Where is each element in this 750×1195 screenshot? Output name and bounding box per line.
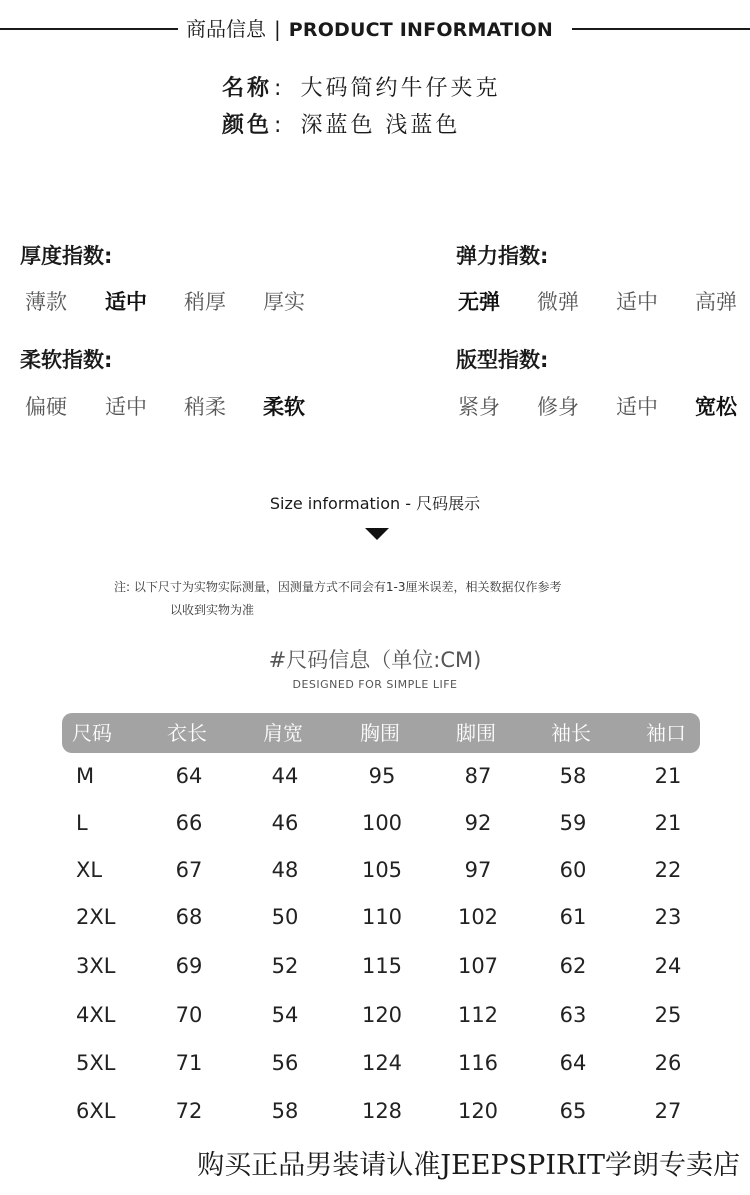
table-cell: 110: [361, 905, 403, 929]
table-cell: 54: [271, 1003, 299, 1027]
size-table-title: #尺码信息（单位:CM): [268, 648, 482, 672]
header-rule-left: [0, 28, 178, 30]
size-label-cell: M: [76, 764, 95, 788]
thickness-title: 厚度指数:: [20, 244, 113, 268]
thickness-option: 稍厚: [184, 290, 226, 314]
table-cell: 107: [457, 954, 499, 978]
table-cell: 67: [175, 858, 203, 882]
table-cell: 97: [464, 858, 492, 882]
table-cell: 100: [361, 811, 403, 835]
table-cell: 120: [361, 1003, 403, 1027]
size-label-cell: 2XL: [76, 905, 116, 929]
table-header-cell: 肩宽: [263, 721, 303, 745]
table-cell: 116: [457, 1051, 499, 1075]
softness-option: 适中: [105, 395, 147, 419]
table-cell: 46: [271, 811, 299, 835]
table-cell: 66: [175, 811, 203, 835]
fit-option: 紧身: [458, 395, 500, 419]
table-cell: 24: [654, 954, 682, 978]
table-cell: 26: [654, 1051, 682, 1075]
table-cell: 62: [559, 954, 587, 978]
size-label-cell: 3XL: [76, 954, 116, 978]
table-cell: 95: [368, 764, 396, 788]
section-header: [186, 14, 566, 45]
product-name-row: [222, 74, 500, 104]
table-cell: 69: [175, 954, 203, 978]
size-label-cell: 4XL: [76, 1003, 116, 1027]
elasticity-option: 无弹: [458, 290, 500, 314]
colon: :: [274, 76, 285, 101]
table-cell: 58: [271, 1099, 299, 1123]
elasticity-option: 适中: [616, 290, 658, 314]
table-header-cell: 尺码: [72, 721, 112, 745]
thickness-option: 厚实: [263, 290, 305, 314]
table-cell: 105: [361, 858, 403, 882]
table-header-cell: 衣长: [167, 721, 207, 745]
table-cell: 64: [175, 764, 203, 788]
table-cell: 60: [559, 858, 587, 882]
thickness-option: 薄款: [25, 290, 67, 314]
table-cell: 44: [271, 764, 299, 788]
table-cell: 68: [175, 905, 203, 929]
table-cell: 71: [175, 1051, 203, 1075]
softness-option: 柔软: [263, 395, 305, 419]
softness-option: 稍柔: [184, 395, 226, 419]
product-color-label: 颜色: [222, 113, 273, 138]
table-cell: 72: [175, 1099, 203, 1123]
table-cell: 120: [457, 1099, 499, 1123]
softness-title: 柔软指数:: [20, 348, 113, 372]
table-cell: 21: [654, 811, 682, 835]
table-header-cell: 脚围: [456, 721, 496, 745]
size-info-title: Size information - 尺码展示: [269, 494, 481, 513]
measurement-note-cont: 以收到实物为准: [170, 603, 255, 617]
table-cell: 115: [361, 954, 403, 978]
store-footer: 购买正品男装请认准JEEPSPIRIT学朗专卖店: [197, 1150, 740, 1181]
softness-option: 偏硬: [25, 395, 67, 419]
table-cell: 102: [457, 905, 499, 929]
table-cell: 52: [271, 954, 299, 978]
table-cell: 23: [654, 905, 682, 929]
product-name-label: 名称: [222, 76, 273, 101]
size-label-cell: 6XL: [76, 1099, 116, 1123]
table-cell: 50: [271, 905, 299, 929]
size-label-cell: L: [76, 811, 88, 835]
fit-option: 宽松: [695, 395, 737, 419]
table-header-cell: 胸围: [360, 721, 400, 745]
elasticity-option: 微弹: [537, 290, 579, 314]
table-header-cell: 袖口: [646, 721, 686, 745]
header-separator: |: [274, 17, 281, 41]
elasticity-option: 高弹: [695, 290, 737, 314]
header-title-en: PRODUCT INFORMATION: [288, 19, 553, 41]
table-cell: 112: [457, 1003, 499, 1027]
colon: :: [274, 113, 285, 138]
thickness-option: 适中: [105, 290, 147, 314]
measurement-note: 注: 以下尺寸为实物实际测量，因测量方式不同会有1-3厘米误差，相关数据仅作参考: [114, 580, 562, 594]
fit-title: 版型指数:: [456, 348, 549, 372]
table-cell: 92: [464, 811, 492, 835]
product-color-value: 深蓝色 浅蓝色: [300, 113, 461, 138]
table-cell: 21: [654, 764, 682, 788]
table-cell: 59: [559, 811, 587, 835]
table-cell: 61: [559, 905, 587, 929]
product-color-row: [222, 111, 460, 141]
product-name-value: 大码简约牛仔夹克: [300, 76, 501, 101]
table-cell: 128: [361, 1099, 403, 1123]
table-cell: 63: [559, 1003, 587, 1027]
fit-option: 适中: [616, 395, 658, 419]
header-rule-right: [572, 28, 750, 30]
down-triangle-icon: [365, 528, 389, 540]
size-label-cell: 5XL: [76, 1051, 116, 1075]
table-cell: 27: [654, 1099, 682, 1123]
table-cell: 65: [559, 1099, 587, 1123]
table-cell: 22: [654, 858, 682, 882]
table-cell: 58: [559, 764, 587, 788]
fit-option: 修身: [537, 395, 579, 419]
table-cell: 87: [464, 764, 492, 788]
table-cell: 124: [361, 1051, 403, 1075]
header-title-zh: 商品信息: [186, 17, 266, 41]
elasticity-title: 弹力指数:: [456, 244, 549, 268]
size-table-subtitle: DESIGNED FOR SIMPLE LIFE: [292, 678, 458, 691]
table-header-cell: 袖长: [551, 721, 591, 745]
size-label-cell: XL: [76, 858, 103, 882]
table-cell: 64: [559, 1051, 587, 1075]
table-cell: 56: [271, 1051, 299, 1075]
table-cell: 70: [175, 1003, 203, 1027]
table-cell: 25: [654, 1003, 682, 1027]
table-cell: 48: [271, 858, 299, 882]
